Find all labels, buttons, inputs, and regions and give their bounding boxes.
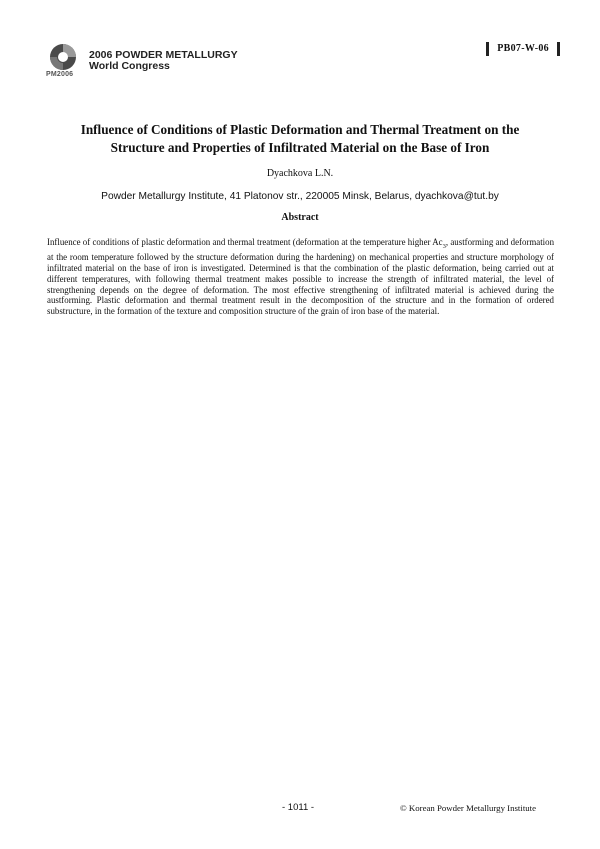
abstract-heading: Abstract	[281, 212, 319, 223]
abstract-text-part-2: , austforming and deformation at the room temperature followed by the structure deformation during the hardening) on mechanical properties and structure morphology of infiltrated material on the base of iron is investigated. Determined is that the combination of the plastic deformation, being carried out at different temperatures, with following thermal treatment makes possible to increase the strength of infiltrated material, the level of strengthening depends on the degree of deformation. The most effective strengthening of infiltrated material is achieved during the austforming. Plastic deformation and thermal treatment result in the decomposition of the structure and in the formation of ordered substructure, in the formation of the texture and composition structure of the grain of iron base of the material.	[47, 237, 555, 316]
abstract-text-part-1: Influence of conditions of plastic deformation and thermal treatment (deformation at the temperature higher Ac	[47, 237, 443, 247]
abstract-body	[47, 237, 554, 317]
congress-name: 2006 POWDER METALLURGY	[89, 49, 238, 61]
copyright-notice: © Korean Powder Metallurgy Institute	[400, 803, 537, 813]
paper-title-line-1: Influence of Conditions of Plastic Deformation and Thermal Treatment on the	[80, 122, 520, 137]
author-affiliation: Powder Metallurgy Institute, 41 Platonov str., 220005 Minsk, Belarus, dyachkova@tut.by	[101, 191, 499, 202]
abstract-subscript: 3	[442, 242, 446, 250]
page-number: - 1011 -	[282, 802, 315, 813]
congress-subtitle: World Congress	[89, 60, 170, 72]
paper-title-line-2: Structure and Properties of Infiltrated Material on the Base of Iron	[110, 140, 490, 155]
paper-code-badge: PB07-W-06	[486, 42, 560, 56]
logo-year-label: PM2006	[46, 71, 74, 78]
author-name: Dyachkova L.N.	[266, 168, 334, 179]
